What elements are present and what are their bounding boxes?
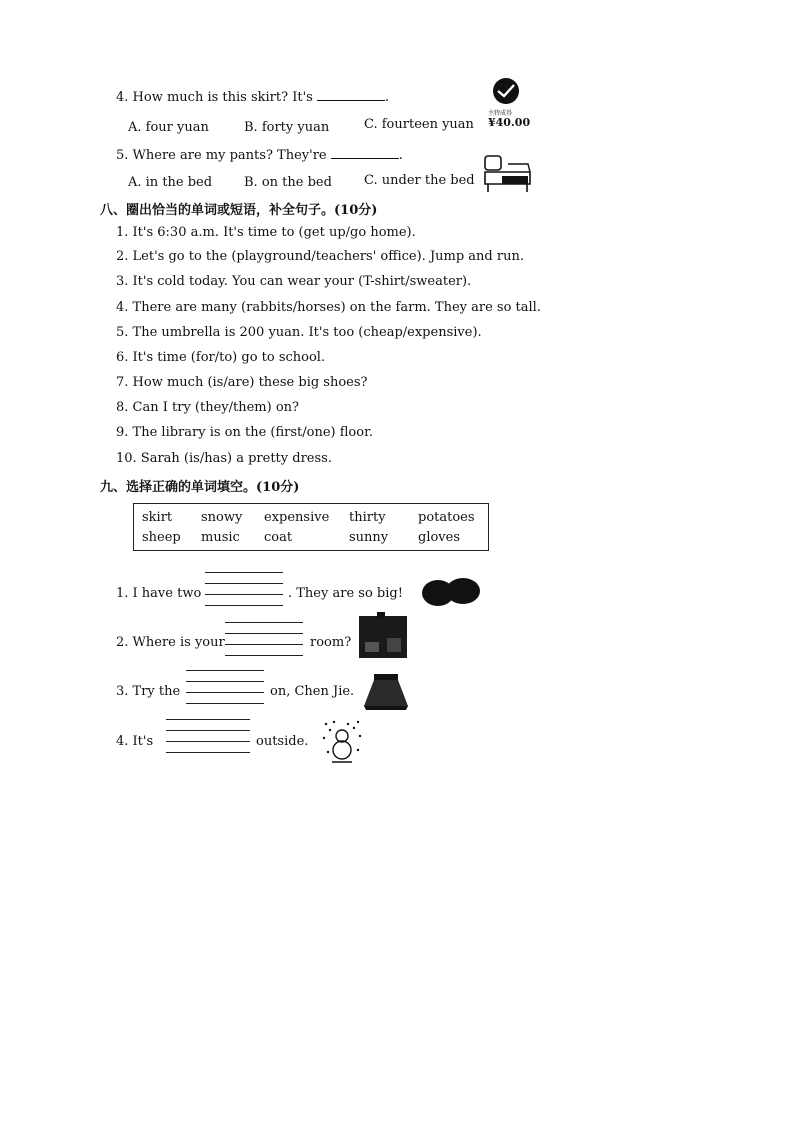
- section-9-item-2-before: 2. Where is your: [116, 635, 225, 650]
- question-5-blank[interactable]: [331, 148, 399, 159]
- section-8-item-7: 7. How much (is/are) these big shoes?: [116, 375, 368, 390]
- question-4-option-a[interactable]: A. four yuan: [128, 120, 209, 135]
- price-tag-caption: 主特成得: [488, 110, 513, 117]
- writing-line: [205, 583, 283, 584]
- section-8-item-2: 2. Let's go to the (playground/teachers' office). Jump and run.: [116, 249, 524, 264]
- question-4-option-b[interactable]: B. forty yuan: [244, 120, 330, 135]
- gloves-image: [420, 576, 482, 612]
- answer-line[interactable]: [186, 692, 264, 693]
- question-4-text: 4. How much is this skirt? It's: [116, 90, 313, 105]
- price-tag-value: ¥40.00: [488, 116, 531, 129]
- writing-line: [225, 655, 303, 656]
- word-bank-word: sunny: [349, 530, 389, 545]
- section-8-item-5: 5. The umbrella is 200 yuan. It's too (cheap/expensive).: [116, 325, 482, 340]
- section-9-item-1-before: 1. I have two: [116, 586, 202, 601]
- word-bank-word: music: [201, 530, 240, 545]
- section-8-item-4: 4. There are many (rabbits/horses) on the farm. They are so tall.: [116, 300, 541, 315]
- section-8-item-10: 10. Sarah (is/has) a pretty dress.: [116, 451, 332, 466]
- snowman-icon: [318, 718, 366, 766]
- word-bank-word: skirt: [142, 510, 173, 525]
- section-9-item-4-after: outside.: [256, 734, 309, 749]
- skirt-image: [362, 672, 410, 716]
- word-bank-word: sheep: [142, 530, 181, 545]
- writing-line: [225, 633, 303, 634]
- question-5: 5. Where are my pants? They're .: [116, 148, 403, 163]
- section-9-item-2-after: room?: [310, 635, 352, 650]
- writing-line: [166, 730, 250, 731]
- answer-line[interactable]: [205, 594, 283, 595]
- gloves-icon: [420, 576, 482, 608]
- word-bank-word: thirty: [349, 510, 386, 525]
- question-5-option-b[interactable]: B. on the bed: [244, 175, 332, 190]
- word-bank-word: expensive: [264, 510, 330, 525]
- answer-line[interactable]: [166, 741, 250, 742]
- section-8-item-1: 1. It's 6:30 a.m. It's time to (get up/go home).: [116, 225, 416, 240]
- section-8-item-6: 6. It's time (for/to) go to school.: [116, 350, 326, 365]
- section-9-heading: 九、选择正确的单词填空。(10分): [100, 480, 300, 495]
- snowy-image: [318, 718, 366, 770]
- word-bank-word: snowy: [201, 510, 243, 525]
- section-8-item-3: 3. It's cold today. You can wear your (T-shirt/sweater).: [116, 274, 472, 289]
- bed-icon: [482, 150, 534, 194]
- section-9-item-3-before: 3. Try the: [116, 684, 181, 699]
- question-5-text: 5. Where are my pants? They're: [116, 148, 327, 163]
- word-bank-word: gloves: [418, 530, 461, 545]
- writing-line: [166, 719, 250, 720]
- bed-image: [482, 150, 534, 194]
- section-9-item-3-after: on, Chen Jie.: [270, 684, 355, 699]
- music-room-image: [357, 612, 409, 664]
- skirt-icon: [362, 672, 410, 712]
- section-8-item-8: 8. Can I try (they/them) on?: [116, 400, 299, 415]
- section-9-item-4-before: 4. It's: [116, 734, 154, 749]
- word-bank-word: coat: [264, 530, 293, 545]
- writing-line: [205, 605, 283, 606]
- question-5-option-a[interactable]: A. in the bed: [128, 175, 213, 190]
- word-bank-word: potatoes: [418, 510, 475, 525]
- writing-line: [186, 703, 264, 704]
- question-4-blank[interactable]: [317, 90, 385, 101]
- section-8-item-9: 9. The library is on the (first/one) floor.: [116, 425, 373, 440]
- music-room-icon: [357, 612, 409, 660]
- question-5-option-c[interactable]: C. under the bed: [364, 173, 475, 188]
- writing-line: [225, 622, 303, 623]
- question-4: 4. How much is this skirt? It's .: [116, 90, 390, 105]
- answer-line[interactable]: [225, 644, 303, 645]
- question-4-option-c[interactable]: C. fourteen yuan: [364, 117, 474, 132]
- word-bank: [133, 503, 489, 551]
- writing-line: [205, 572, 283, 573]
- section-8-heading: 八、圈出恰当的单词或短语，补全句子。(10分): [100, 203, 378, 218]
- section-9-item-1-after: . They are so big!: [288, 586, 403, 601]
- writing-line: [166, 752, 250, 753]
- writing-line: [186, 681, 264, 682]
- writing-line: [186, 670, 264, 671]
